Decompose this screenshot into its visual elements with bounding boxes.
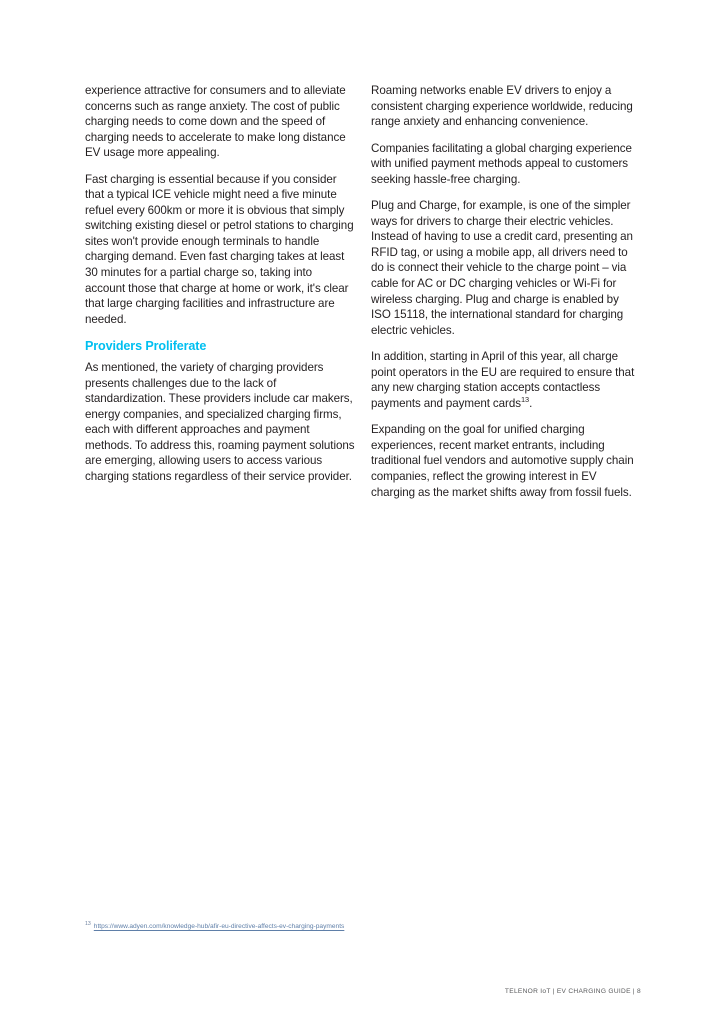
page-footer: TELENOR IoT | EV CHARGING GUIDE | 8 [504,988,641,995]
footnotes-section [85,922,641,932]
paragraph-text-tail: . [529,396,533,410]
paragraph-text: In addition, starting in April of this year, all charge point operators in the EU are required to ensure that any new charging station accepts contactless payments and payment cards [371,350,635,410]
paragraph-with-footnote-reference [371,349,641,411]
left-column [85,83,355,511]
paragraph: Roaming networks enable EV drivers to enjoy a consistent charging experience worldwide, reducing range anxiety and enhancing convenience. [371,84,633,129]
paragraph: experience attractive for consumers and to alleviate concerns such as range anxiety. The cost of public charging needs to come down and the speed of charging needs to accelerate to make long distance EV usage more appealing. [85,84,346,160]
footnote-link[interactable]: https://www.adyen.com/knowledge-hub/afir-eu-directive-affects-ev-charging-payments [93,923,345,930]
paragraph: Fast charging is essential because if you consider that a typical ICE vehicle might need a five minute refuel every 600km or more it is obvious that simply switching existing diesel or petrol stations to charging sites won't provide enough terminals to handle charging demand. Even fast charging takes at least 30 minutes for a partial charge so, taking into account those that charge at home or work, it's clear that large charging facilities and infrastructure are needed. [85,172,354,326]
footnote-reference-13[interactable]: 13 [520,394,530,404]
footnote-number: 13 [85,920,91,927]
paragraph: Companies facilitating a global charging experience with unified payment methods appeal to customers seeking hassle-free charging. [371,141,632,186]
paragraph: As mentioned, the variety of charging providers presents challenges due to the lack of standardization. These providers include car makers, energy companies, and specialized charging firms, each with different approaches and payment methods. To address this, roaming payment solutions are emerging, allowing users to access various charging stations regardless of their service provider. [85,361,355,484]
section-heading-providers-proliferate: Providers Proliferate [85,339,207,354]
paragraph: Expanding on the goal for unified charging experiences, recent market entrants, including traditional fuel vendors and automotive supply chain companies, reflect the growing interest in EV charging as the market shifts away from fossil fuels. [371,423,634,499]
footnote-item [85,922,641,932]
two-column-body [85,83,641,511]
paragraph: Plug and Charge, for example, is one of the simpler ways for drivers to charge their electric vehicles. Instead of having to use a credit card, presenting an RFID tag, or using a mobile app, all drivers need to do is connect their vehicle to the charge point – via cable for AC or DC charging vehicles or Wi-Fi for wireless charging. Plug and charge is enabled by ISO 15118, the international standard for charging electric vehicles. [371,199,633,337]
right-column [371,83,641,511]
